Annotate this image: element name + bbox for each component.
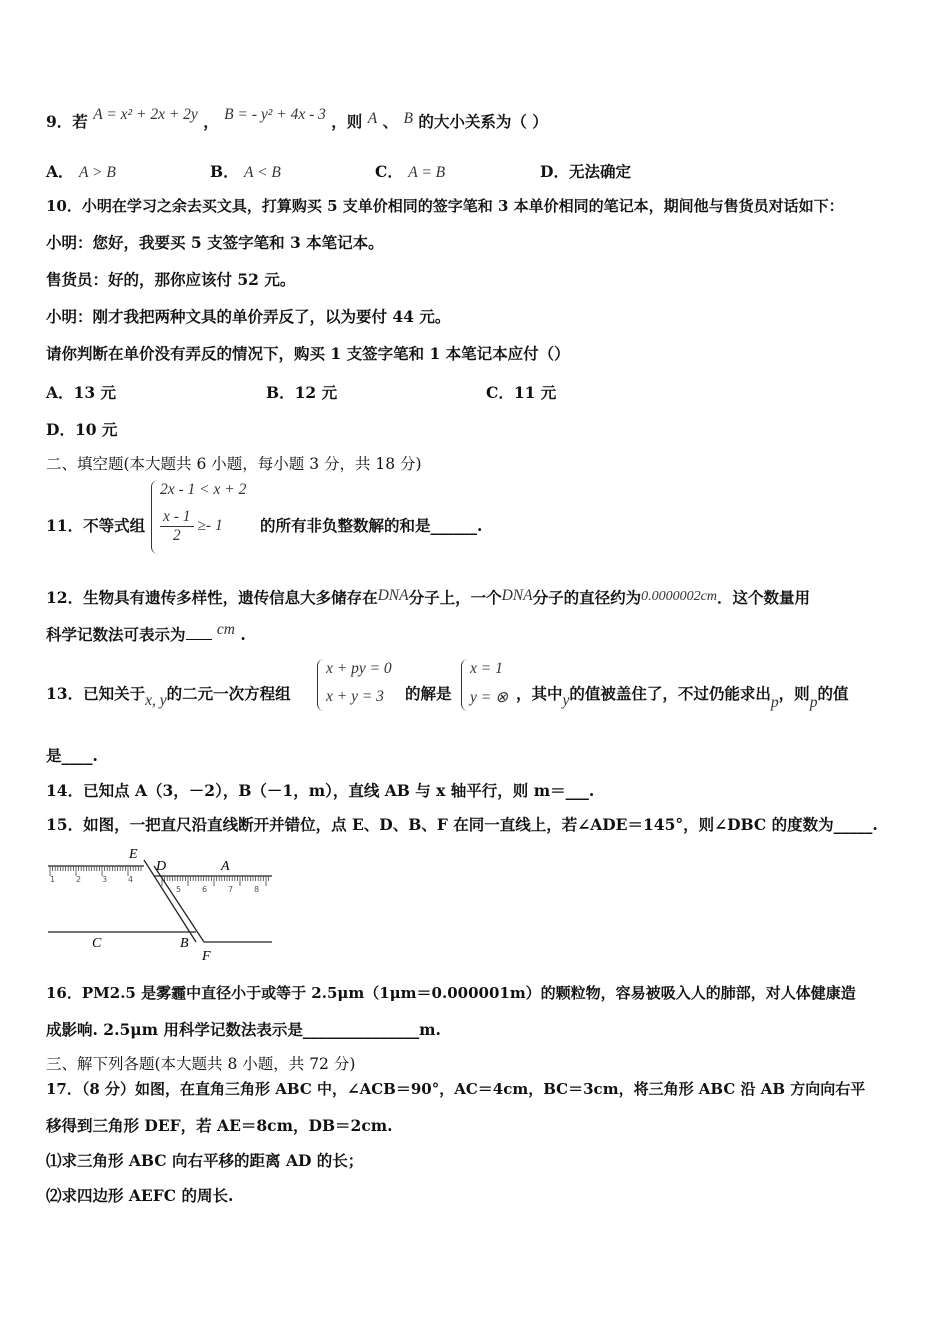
q13-var-p: p: [770, 694, 779, 711]
q10-line3: 售货员：好的，那你应该付 52 元。: [46, 270, 296, 289]
q10-option-c[interactable]: [486, 381, 556, 403]
q9-suffix: 的大小关系为（ ）: [418, 112, 548, 131]
option-label: D．: [540, 162, 569, 181]
tick-number: 2: [76, 875, 82, 884]
tick-number: 1: [50, 875, 56, 884]
q13-mid2: ，其中: [516, 684, 563, 703]
q12-end: .: [240, 625, 246, 644]
point-e: E: [129, 847, 138, 862]
option-label: D．: [46, 420, 75, 439]
option-text: 10 元: [74, 420, 118, 439]
q9-option-b[interactable]: [210, 160, 281, 182]
q12-unit: cm: [216, 621, 235, 638]
tick-number: 3: [102, 875, 108, 884]
option-label: B．: [266, 383, 295, 402]
q13-line2: 是____.: [46, 746, 98, 765]
point-a: A: [221, 859, 230, 874]
q15-text: 15．如图，一把直尺沿直线断开并错位，点 E、D、B、F 在同一直线上，若∠ADE＝145°，则∠DBC 的度数为_____.: [46, 815, 878, 834]
q11-brace: [151, 480, 158, 554]
section3-title: 三、解下列各题(本大题共 8 小题，共 72 分): [46, 1055, 356, 1073]
q9-then: ，则: [331, 112, 363, 131]
option-text: 12 元: [294, 383, 338, 402]
q17-part2: ⑵求四边形 AEFC 的周长.: [46, 1186, 234, 1205]
q11-ineq2: [160, 508, 223, 545]
q9-expr-a: A = x² + 2x + 2y: [93, 106, 198, 123]
q12-answer-blank[interactable]: [186, 625, 212, 640]
q13-mid: 的二元一次方程组: [166, 684, 291, 703]
option-label: C．: [486, 383, 514, 402]
q13-solution-brace: [461, 659, 468, 711]
q9-prefix: 9．若: [46, 112, 88, 131]
q17-part1: ⑴求三角形 ABC 向右平移的距离 AD 的长；: [46, 1151, 364, 1170]
section2-title: 二、填空题(本大题共 6 小题，每小题 3 分，共 18 分): [46, 455, 422, 473]
point-d: D: [156, 859, 167, 874]
option-text: A < B: [244, 164, 281, 181]
break-line-db: [154, 866, 204, 942]
q9-sep: 、: [382, 112, 399, 131]
q13-eq2: x + y = 3: [326, 688, 384, 705]
q13-var-p2: p: [809, 694, 818, 711]
option-label: A．: [46, 383, 74, 402]
q13-sol2: y = ⊗: [470, 689, 509, 706]
q12-mid: 分子上，一个: [408, 588, 502, 607]
q12-mid2: 分子的直径约为: [532, 588, 642, 607]
tick-number: 6: [202, 885, 208, 894]
q12-suffix: ．这个数量用: [716, 588, 810, 607]
option-label: B．: [210, 162, 239, 181]
point-f: F: [202, 949, 211, 964]
q12-dna-2: DNA: [501, 587, 533, 604]
q9-stem: [46, 106, 548, 133]
point-c: C: [92, 936, 102, 951]
q10-line2: 小明：您好，我要买 5 支签字笔和 3 本笔记本。: [46, 233, 384, 252]
q9-var-b: B: [403, 110, 413, 127]
q13-prefix-line: [46, 684, 291, 709]
tick-number: 7: [228, 885, 234, 894]
q9-comma: ，: [203, 112, 219, 131]
option-text: 11 元: [513, 383, 557, 402]
q10-line4: 小明：刚才我把两种文具的单价弄反了，以为要付 44 元。: [46, 307, 451, 326]
q13-sol-text: 的解是: [405, 684, 452, 703]
tick-number: 4: [128, 875, 134, 884]
q10-option-d[interactable]: [46, 418, 117, 440]
break-line-edf: [144, 860, 196, 942]
option-label: C．: [375, 162, 403, 181]
q10-option-b[interactable]: [266, 381, 337, 403]
q10-option-a[interactable]: [46, 381, 116, 403]
q9-expr-b: B = - y² + 4x - 3: [224, 106, 326, 123]
tick-number: 8: [254, 885, 260, 894]
q12-dna-1: DNA: [377, 587, 409, 604]
q14-text: 14．已知点 A（3，－2），B（－1，m），直线 AB 与 x 轴平行，则 m＝___.: [46, 781, 595, 800]
q13-mid3: 的值被盖住了，不过仍能求出: [569, 684, 771, 703]
q9-option-c[interactable]: [375, 160, 445, 182]
q12-line2-text: 科学记数法可表示为: [46, 625, 186, 644]
q13-eq1: x + py = 0: [326, 660, 392, 677]
q12-prefix: 12．生物具有遗传多样性，遗传信息大多储存在: [46, 588, 378, 607]
q16-line2: 成影响. 2.5μm 用科学记数法表示是_______________m.: [46, 1020, 441, 1039]
option-text: A = B: [408, 164, 446, 181]
option-label: A．: [46, 162, 74, 181]
q10-line1: 10．小明在学习之余去买文具，打算购买 5 支单价相同的签字笔和 3 本单价相同的笔记本，期间他与售货员对话如下：: [46, 197, 844, 215]
q17-line2: 移得到三角形 DEF，若 AE＝8cm，DB＝2cm.: [46, 1116, 393, 1135]
option-text: A > B: [78, 164, 116, 181]
q13-system-brace: [317, 659, 324, 711]
q9-option-a[interactable]: [46, 160, 116, 182]
q15-ruler-figure: [46, 846, 278, 964]
q12-line2: [46, 621, 246, 646]
q13-sol1: x = 1: [470, 660, 503, 677]
q9-option-d[interactable]: [540, 160, 631, 182]
option-text: 13 元: [73, 383, 116, 402]
q11-suffix: 的所有非负整数解的和是______.: [260, 516, 483, 535]
tick-number: 5: [176, 885, 182, 894]
point-b: B: [180, 936, 189, 951]
fraction-denominator: 2: [172, 527, 181, 544]
q13-suffix: 的值: [817, 684, 849, 703]
q13-rest: [516, 684, 849, 711]
q11-prefix: 11．不等式组: [46, 516, 146, 535]
q17-line1: 17．（8 分）如图，在直角三角形 ABC 中，∠ACB＝90°，AC＝4cm，BC＝3cm，将三角形 ABC 沿 AB 方向向右平: [46, 1080, 866, 1098]
q12-line1: [46, 588, 810, 610]
q16-line1: 16．PM2.5 是雾霾中直径小于或等于 2.5μm（1μm＝0.000001m）的颗粒物，容易被吸入人的肺部，对人体健康造: [46, 984, 856, 1002]
q13-prefix: 13．已知关于: [46, 684, 146, 703]
option-text: 无法确定: [568, 162, 631, 181]
q13-then: ，则: [778, 684, 810, 703]
q12-value: 0.0000002cm: [641, 589, 717, 604]
q11-fraction: [160, 508, 194, 545]
q10-line5: 请你判断在单价没有弄反的情况下，购买 1 支签字笔和 1 本笔记本应付（）: [46, 344, 570, 363]
q11-ineq1: 2x - 1 < x + 2: [160, 481, 247, 498]
q13-vars: x, y: [145, 692, 167, 709]
q11-ineq2-rest: ≥- 1: [197, 517, 223, 535]
q13-var-y: y: [562, 692, 570, 709]
fraction-numerator: x - 1: [160, 508, 194, 527]
q9-var-a: A: [367, 110, 378, 127]
